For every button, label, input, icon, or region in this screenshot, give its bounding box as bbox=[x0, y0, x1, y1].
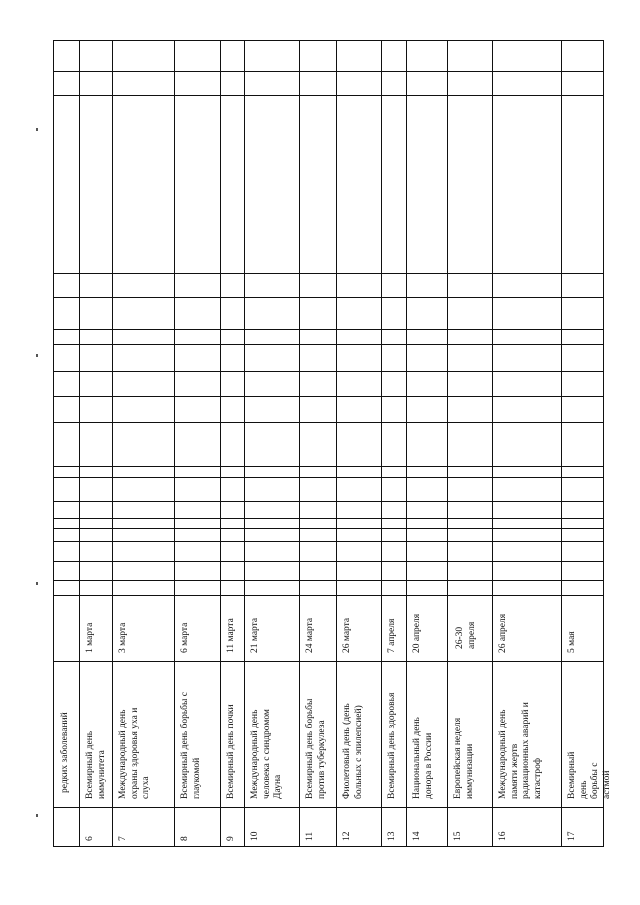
table-line bbox=[54, 518, 603, 519]
row-number: 11 bbox=[305, 831, 315, 841]
row-number: 9 bbox=[226, 836, 236, 841]
event-name: Национальный день донора в России bbox=[412, 717, 434, 799]
scan-dot bbox=[36, 582, 38, 585]
table-line bbox=[54, 273, 603, 274]
table-line bbox=[54, 95, 603, 96]
event-name: Европейская неделя иммунизации bbox=[453, 717, 475, 799]
table-line bbox=[174, 41, 175, 846]
event-name: Всемирный день борьбы с астмой bbox=[567, 751, 612, 799]
table-line bbox=[54, 477, 603, 478]
scan-dot bbox=[36, 128, 38, 131]
table-line bbox=[54, 528, 603, 529]
table-line bbox=[336, 41, 337, 846]
table-line bbox=[54, 466, 603, 467]
event-date: 21 марта bbox=[250, 617, 260, 653]
table-line bbox=[54, 422, 603, 423]
event-date: 20 апреля bbox=[412, 613, 422, 653]
table-line bbox=[54, 329, 603, 330]
table-line bbox=[244, 41, 245, 846]
table-line bbox=[54, 396, 603, 397]
row-number: 15 bbox=[453, 831, 463, 841]
row-number: 8 bbox=[180, 836, 190, 841]
table-line bbox=[447, 41, 448, 846]
row-number: 12 bbox=[342, 831, 352, 841]
table-line bbox=[54, 541, 603, 542]
table-line bbox=[492, 41, 493, 846]
table-line bbox=[54, 807, 603, 808]
row-number: 10 bbox=[250, 831, 260, 841]
table-line bbox=[406, 41, 407, 846]
table-line bbox=[54, 71, 603, 72]
event-name: Международный день человека с синдромом Дауна bbox=[250, 709, 283, 799]
table-line bbox=[54, 595, 603, 596]
scan-dot bbox=[36, 814, 38, 817]
events-table bbox=[53, 40, 612, 847]
row-number: 7 bbox=[118, 836, 128, 841]
table-line bbox=[112, 41, 113, 846]
table-line bbox=[299, 41, 300, 846]
event-name: Международный день памяти жертв радиационных аварий и катастроф bbox=[498, 702, 543, 799]
event-name: Всемирный день почки bbox=[226, 704, 236, 799]
row-number: 16 bbox=[498, 831, 508, 841]
event-date: 26 апреля bbox=[498, 613, 508, 653]
event-date: 3 марта bbox=[118, 622, 128, 653]
event-name: Фиолетовый день (день больных с эпилепсией) bbox=[342, 703, 364, 799]
table-line bbox=[54, 561, 603, 562]
event-date: 26 марта bbox=[342, 617, 352, 653]
table-line bbox=[381, 41, 382, 846]
event-date: 24 марта bbox=[305, 617, 315, 653]
table-line bbox=[54, 661, 603, 662]
row-number: 6 bbox=[85, 836, 95, 841]
event-name: Всемирный день борьбы с глаукомой bbox=[180, 692, 202, 799]
event-name: Всемирный день иммунитета bbox=[85, 730, 107, 799]
event-date: 7 апреля bbox=[387, 618, 397, 653]
table-line bbox=[54, 297, 603, 298]
event-name: Всемирный день здоровья bbox=[387, 692, 397, 799]
row-number: 14 bbox=[412, 831, 422, 841]
event-name: Всемирный день борьбы против туберкулеза bbox=[305, 698, 327, 799]
row-number: 13 bbox=[387, 831, 397, 841]
table-line bbox=[561, 41, 562, 846]
event-date: 1 марта bbox=[85, 622, 95, 653]
table-line bbox=[220, 41, 221, 846]
table-line bbox=[79, 41, 80, 846]
event-date: 11 марта bbox=[226, 618, 236, 653]
event-date: 6 марта bbox=[180, 622, 190, 653]
table-line bbox=[54, 501, 603, 502]
event-date: 26-30 апреля bbox=[455, 621, 477, 649]
header-cell-text: редких заболеваний bbox=[60, 712, 70, 793]
table-line bbox=[54, 344, 603, 345]
table-line bbox=[54, 371, 603, 372]
row-number: 17 bbox=[567, 831, 577, 841]
table-line bbox=[54, 580, 603, 581]
event-name: Международный день охраны здоровья уха и слуха bbox=[118, 707, 151, 799]
event-date: 5 мая bbox=[567, 631, 577, 653]
scan-dot bbox=[36, 354, 38, 357]
